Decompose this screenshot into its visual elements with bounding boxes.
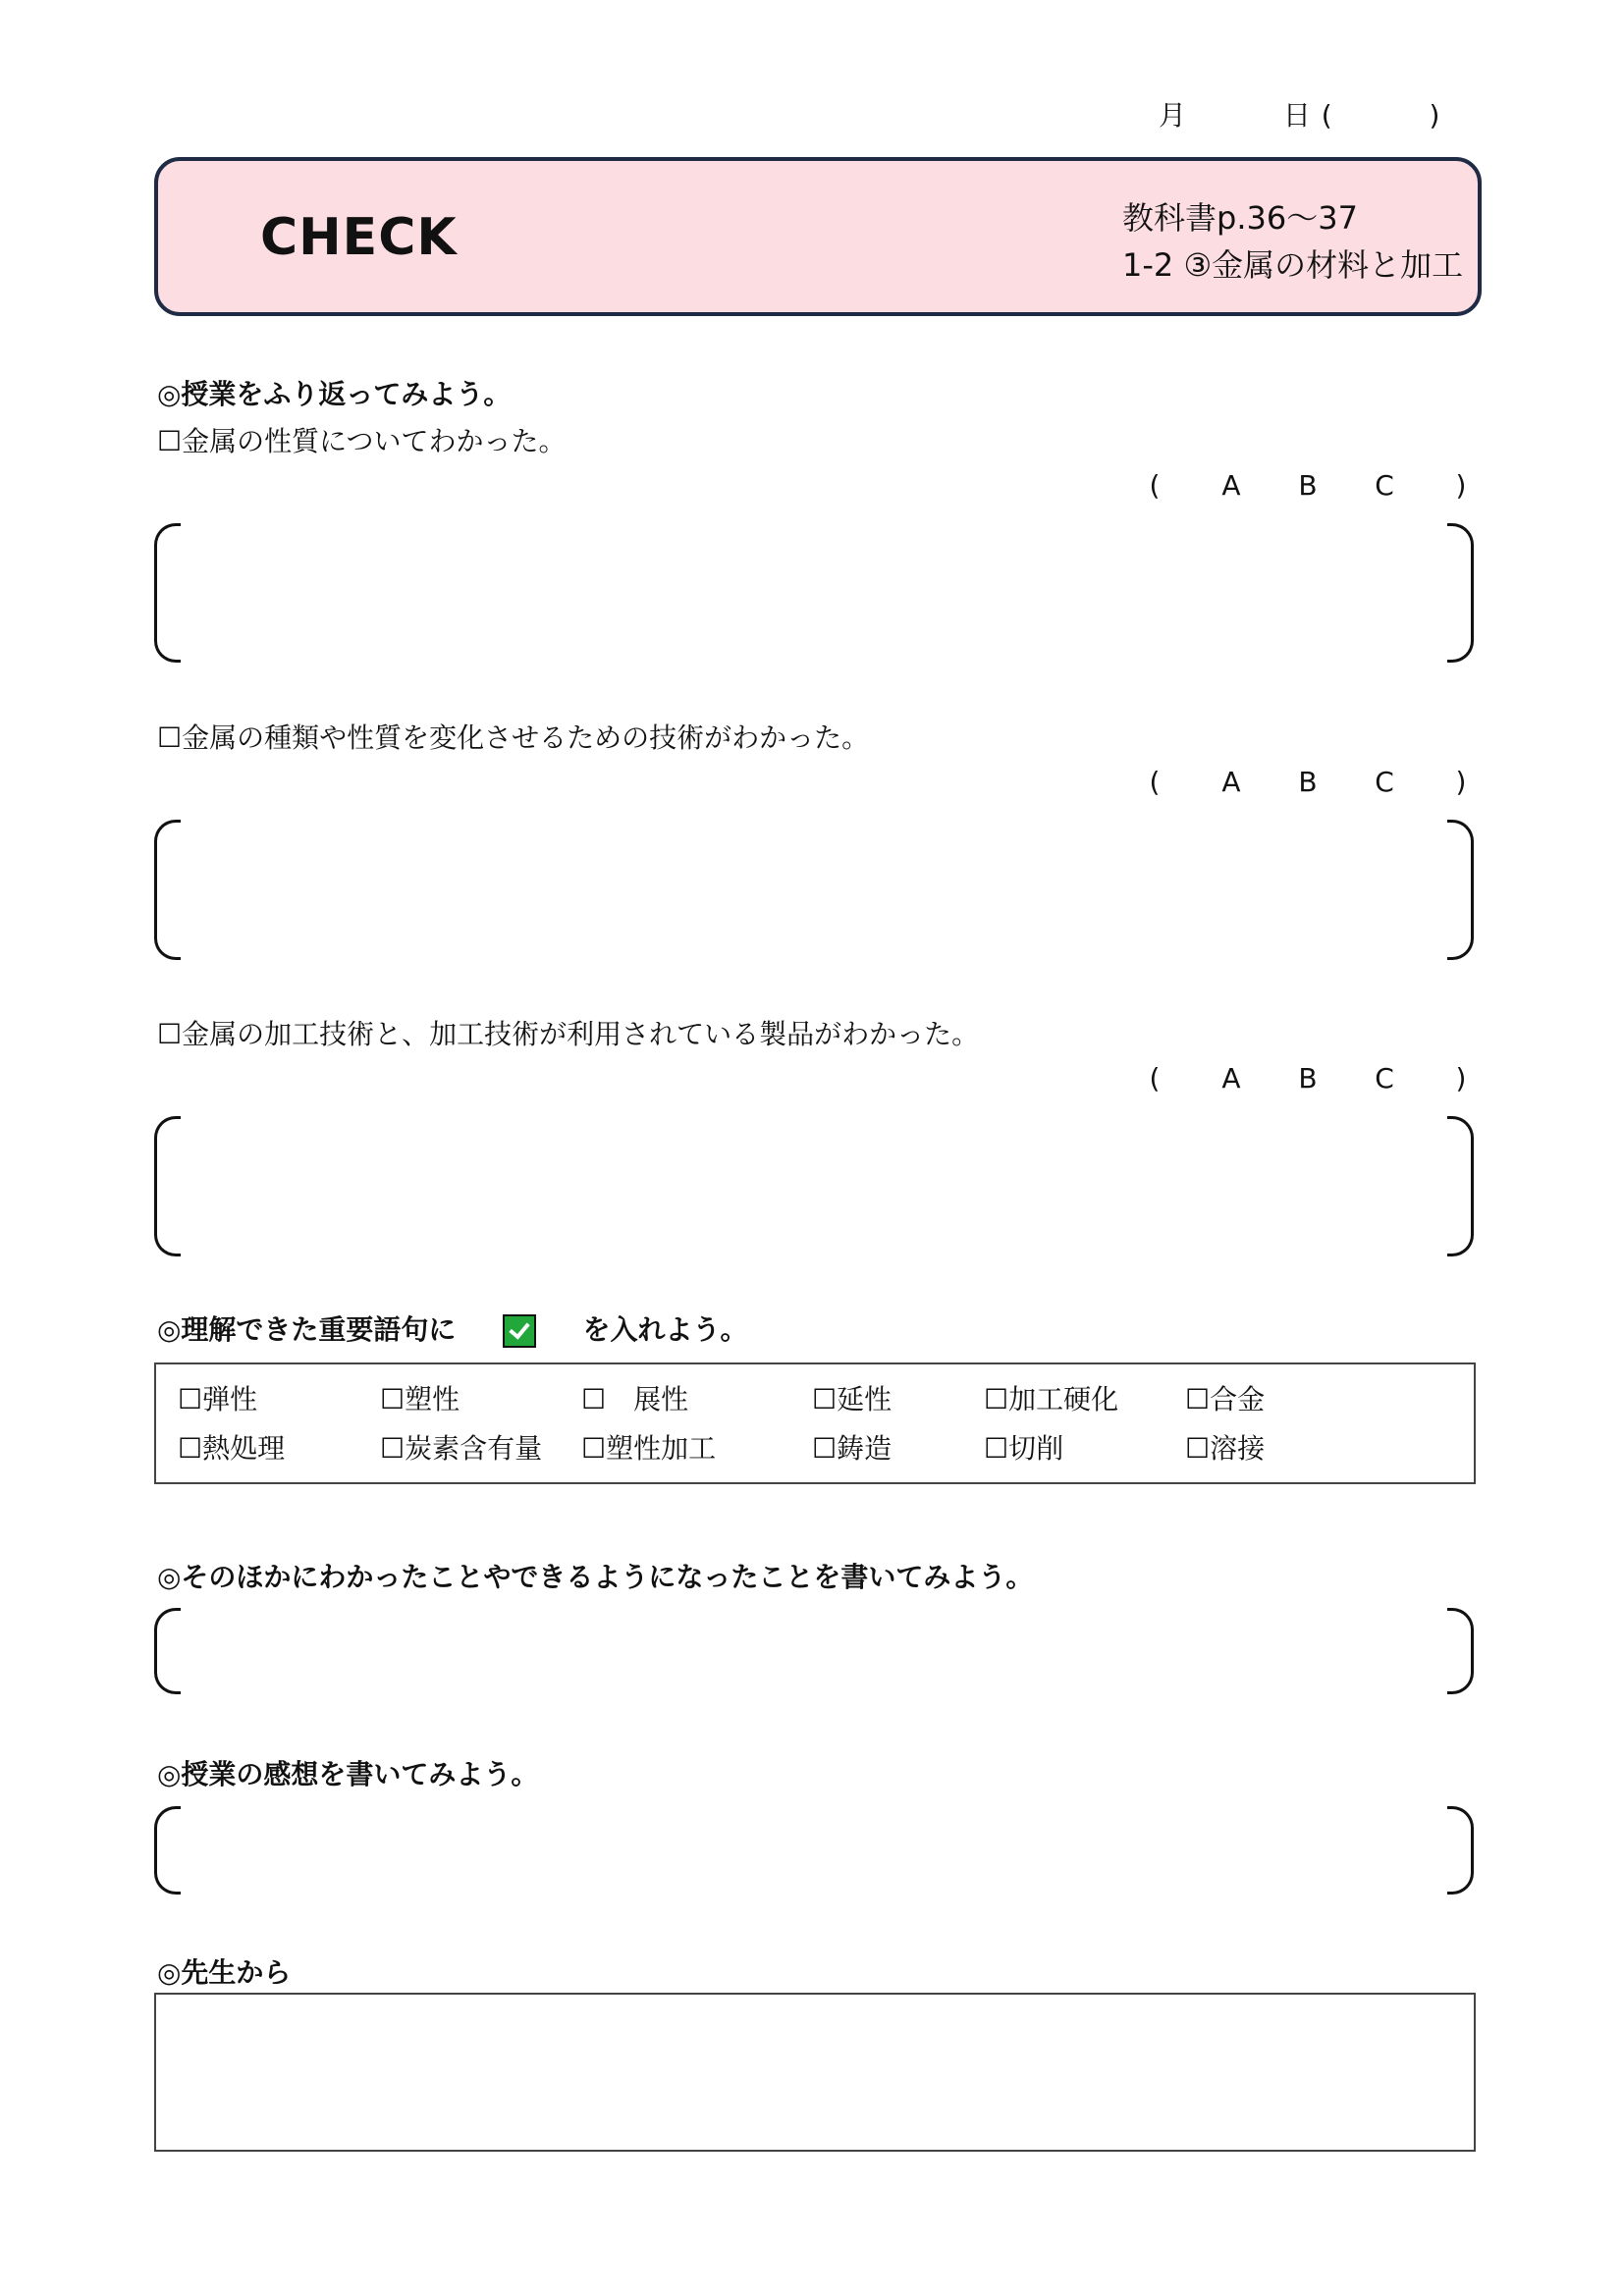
rating-2[interactable] — [1116, 766, 1499, 798]
right-bracket — [1447, 1806, 1474, 1895]
answer-area-2[interactable] — [154, 820, 1474, 960]
term-plastic-working[interactable]: ☐塑性加工 — [581, 1432, 717, 1465]
rating-open: ( — [1149, 766, 1161, 798]
rating-c[interactable]: C — [1375, 1062, 1394, 1095]
term-ductility[interactable]: ☐延性 — [812, 1383, 893, 1415]
reflection-item-1[interactable]: ☐金属の性質についてわかった。 — [157, 425, 567, 457]
month-label: 月 — [1159, 99, 1188, 132]
term-casting[interactable]: ☐鋳造 — [812, 1432, 893, 1465]
rating-close: ) — [1455, 469, 1467, 502]
check-title: CHECK — [260, 208, 458, 267]
teacher-heading: ◎先生から — [157, 1956, 292, 1989]
term-elasticity[interactable]: ☐弾性 — [178, 1383, 258, 1415]
rating-a[interactable]: A — [1221, 469, 1241, 502]
textbook-pages: 教科書p.36〜37 — [1122, 199, 1358, 237]
term-plasticity[interactable]: ☐塑性 — [380, 1383, 460, 1415]
right-bracket — [1447, 1608, 1474, 1694]
weekday-paren-close: ) — [1429, 99, 1441, 132]
reflection-item-3[interactable]: ☐金属の加工技術と、加工技術が利用されている製品がわかった。 — [157, 1018, 980, 1050]
left-bracket — [154, 1608, 181, 1694]
other-learnings-area[interactable] — [154, 1608, 1474, 1694]
right-bracket — [1447, 523, 1474, 663]
rating-close: ) — [1455, 1062, 1467, 1095]
term-welding[interactable]: ☐溶接 — [1185, 1432, 1266, 1465]
rating-a[interactable]: A — [1221, 766, 1241, 798]
term-carbon-content[interactable]: ☐炭素含有量 — [380, 1432, 543, 1465]
terms-box — [154, 1362, 1476, 1484]
day-label: 日 — [1282, 99, 1312, 132]
term-heat-treatment[interactable]: ☐熱処理 — [178, 1432, 286, 1465]
answer-area-1[interactable] — [154, 523, 1474, 663]
rating-b[interactable]: B — [1298, 766, 1318, 798]
left-bracket — [154, 1806, 181, 1895]
left-bracket — [154, 820, 181, 960]
term-work-hardening[interactable]: ☐加工硬化 — [984, 1383, 1119, 1415]
left-bracket — [154, 523, 181, 663]
right-bracket — [1447, 820, 1474, 960]
answer-area-3[interactable] — [154, 1116, 1474, 1256]
rating-b[interactable]: B — [1298, 1062, 1318, 1095]
reflection-heading: ◎授業をふり返ってみよう。 — [157, 378, 512, 410]
impression-area[interactable] — [154, 1806, 1474, 1895]
rating-a[interactable]: A — [1221, 1062, 1241, 1095]
left-bracket — [154, 1116, 181, 1256]
textbook-reference — [1122, 194, 1463, 289]
rating-3[interactable] — [1116, 1062, 1499, 1095]
terms-heading-after: を入れよう。 — [582, 1313, 748, 1346]
impression-heading: ◎授業の感想を書いてみよう。 — [157, 1758, 539, 1790]
term-alloy[interactable]: ☐合金 — [1185, 1383, 1266, 1415]
weekday-paren-open: ( — [1321, 99, 1333, 132]
green-checkbox-icon — [503, 1314, 536, 1348]
rating-b[interactable]: B — [1298, 469, 1318, 502]
other-learnings-heading: ◎そのほかにわかったことやできるようになったことを書いてみよう。 — [157, 1561, 1034, 1593]
term-cutting[interactable]: ☐切削 — [984, 1432, 1064, 1465]
rating-close: ) — [1455, 766, 1467, 798]
rating-open: ( — [1149, 1062, 1161, 1095]
terms-heading-before: ◎理解できた重要語句に — [157, 1313, 457, 1346]
teacher-comment-box[interactable] — [154, 1993, 1476, 2152]
date-line — [1159, 94, 1440, 133]
unit-title: 1-2 ③金属の材料と加工 — [1122, 246, 1464, 284]
header-box — [154, 157, 1482, 316]
rating-1[interactable] — [1116, 469, 1499, 502]
terms-heading — [157, 1308, 747, 1348]
reflection-item-2[interactable]: ☐金属の種類や性質を変化させるための技術がわかった。 — [157, 721, 870, 754]
rating-c[interactable]: C — [1375, 766, 1394, 798]
rating-c[interactable]: C — [1375, 469, 1394, 502]
term-malleability[interactable]: ☐ 展性 — [581, 1383, 689, 1415]
rating-open: ( — [1149, 469, 1161, 502]
right-bracket — [1447, 1116, 1474, 1256]
